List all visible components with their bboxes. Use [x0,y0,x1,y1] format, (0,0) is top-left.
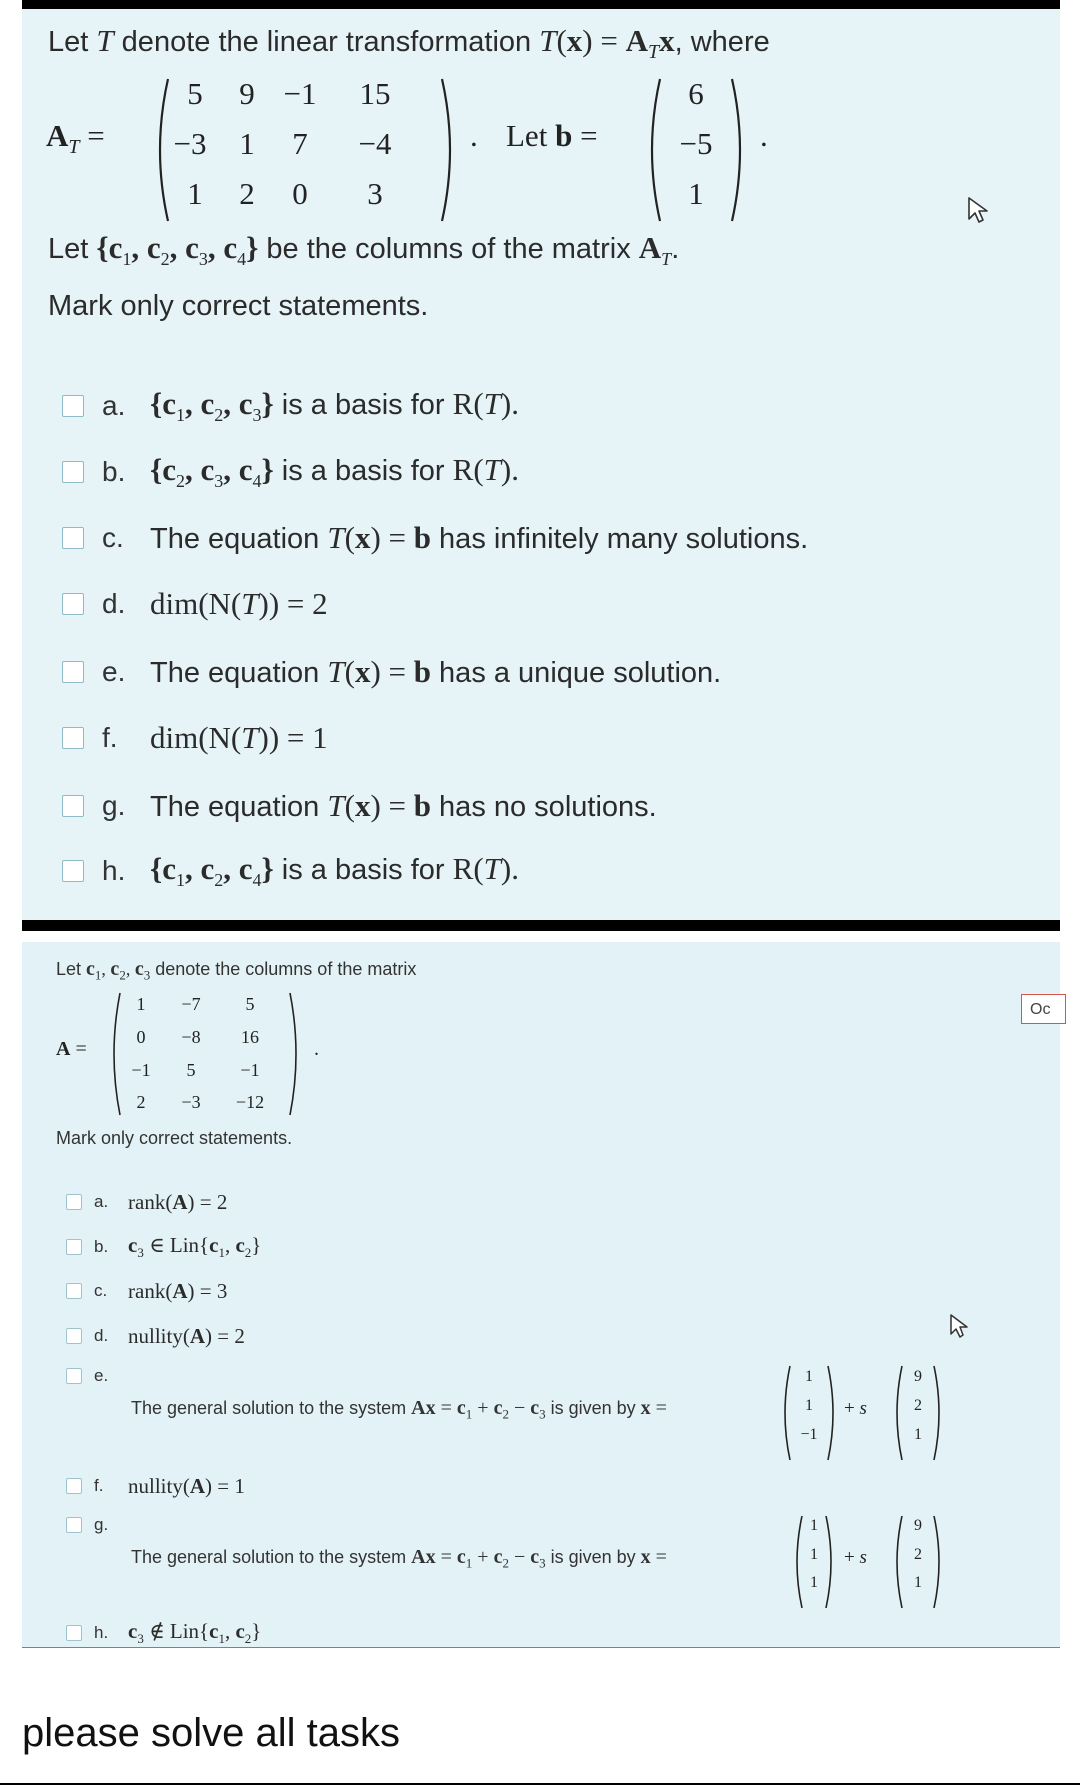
math-sub: 1 [94,967,102,983]
math-sub: 2 [160,248,170,269]
math-sub: 2 [502,1555,509,1571]
vector-cell: 1 [805,1397,813,1414]
matrix-cell: 2 [239,176,255,211]
math: ). [500,851,519,887]
math: {c [150,386,176,422]
option-text [128,1474,245,1499]
math-sub: 3 [198,248,208,269]
math-sub: 2 [175,470,185,491]
option-letter: g. [94,1515,109,1534]
matrix-cell: 2 [136,1092,146,1112]
matrix-cell: 5 [245,994,255,1014]
math: )) = 2 [258,586,328,621]
q1-option-c[interactable] [62,518,808,558]
math: } [261,851,274,887]
q1-option-h[interactable] [62,851,519,891]
text: The general solution to the system [131,1547,412,1567]
matrix-cell: −12 [235,1092,265,1112]
math: dim(N( [150,720,242,755]
vector-cell: 1 [914,1574,922,1591]
matrix-cell: −7 [181,994,201,1014]
option-letter: c. [94,1281,108,1300]
math-c: c [530,1397,540,1419]
math: , c [184,851,215,887]
q2-option-c[interactable] [66,1277,227,1305]
math: )) = 1 [258,720,328,755]
q1-option-b[interactable] [62,452,519,492]
text: denote the columns of the matrix [150,959,417,979]
checkbox[interactable] [62,395,84,417]
math-c: c [456,1397,466,1419]
option-letter: g. [102,790,126,821]
vector-cell: 1 [805,1368,813,1385]
q2-option-f[interactable] [66,1472,245,1500]
math-text: Let [506,118,556,153]
option-text [128,1279,227,1304]
question-1-panel [22,9,1060,920]
checkbox[interactable] [62,593,84,615]
matrix-cell: 9 [239,76,255,111]
q2-option-b[interactable] [66,1233,261,1261]
math-sub: 2 [214,404,224,425]
vector-cell: 6 [688,76,704,111]
option-text [150,520,808,556]
math: } [251,1618,262,1643]
q2-option-e-text [131,1397,667,1423]
q2-intro-text [56,958,416,984]
math: } [261,386,274,422]
section-divider [22,920,1060,931]
math-x: x [354,654,371,689]
q1-instruction: Mark only correct statements. [48,290,429,322]
math: = [650,1546,667,1568]
vector-cell: −1 [800,1426,818,1443]
math: {c [150,851,176,887]
option-text [150,452,519,492]
q1-intro-text [48,23,770,64]
option-letter: h. [102,855,126,886]
math: rank( [128,1278,173,1303]
math: {c [96,230,123,265]
option-text [150,720,328,756]
text: Let [48,26,97,58]
math-sub: 3 [214,470,224,491]
matrix-cell: −1 [131,1060,151,1080]
vector-cell: 1 [810,1546,818,1563]
matrix-cell: 0 [136,1027,146,1047]
footer-request-text: please solve all tasks [22,1711,400,1755]
math: , [224,1618,236,1643]
math: + [844,1547,860,1568]
math-c: c [493,1546,503,1568]
text: . [671,233,680,265]
math-b: b [555,118,573,153]
checkbox[interactable] [66,1478,82,1494]
option-letter: a. [94,1192,109,1211]
q2-option-a[interactable] [66,1188,227,1216]
top-border-bar [22,0,1060,9]
math-c: c [110,958,120,980]
math-A: A [56,1038,71,1060]
math-sub: 3 [143,967,151,983]
text: be the columns of the matrix [258,233,639,265]
math-sub: 4 [252,869,262,890]
math-Ax: Ax [411,1546,436,1568]
option-letter: d. [102,588,126,619]
math: = [650,1397,667,1419]
math-x: x [640,1397,651,1419]
math: − [508,1546,531,1568]
math: + [844,1398,860,1419]
math: ) = 1 [205,1473,245,1498]
math-sub: 1 [218,1631,225,1647]
text: The equation [150,791,328,823]
checkbox[interactable] [62,527,84,549]
q2-option-g[interactable] [66,1511,128,1539]
math-b: b [413,520,431,555]
text: Let [48,233,97,265]
checkbox[interactable] [66,1283,82,1299]
checkbox[interactable] [66,1328,82,1344]
matrix-cell: 5 [187,76,203,111]
vector-cell: 2 [914,1397,922,1414]
option-text [128,1324,245,1349]
checkbox[interactable] [62,661,84,683]
option-text [128,1619,261,1647]
matrix-cell: −3 [173,126,207,161]
math-b: b [413,788,431,823]
math-sub: 2 [214,869,224,890]
checkbox[interactable] [62,795,84,817]
q1-columns-sentence [48,230,679,270]
math: ( [556,23,567,58]
math-sub: 1 [218,1245,225,1261]
math-sub: T [648,40,660,63]
q1-option-g[interactable] [62,786,657,826]
checkbox[interactable] [66,1517,82,1533]
math-sub: 1 [175,869,185,890]
q2-option-d[interactable] [66,1322,245,1350]
math: , c [184,452,215,488]
option-text [128,1233,261,1261]
math-b: b [413,654,431,689]
matrix-cell: 15 [359,76,391,111]
math: R( [452,452,484,488]
math-x: x [640,1546,651,1568]
option-text [150,851,519,891]
q2-option-g-text [131,1546,667,1572]
matrix-cell: −1 [283,76,317,111]
checkbox[interactable] [62,860,84,882]
matrix-cell: 3 [367,176,383,211]
cursor-arrow-icon [948,1312,972,1340]
math-x: x [566,23,583,58]
matrix-cell: −8 [181,1027,201,1047]
option-text [128,1190,227,1215]
q2-option-e[interactable] [66,1362,128,1390]
math-sub: 4 [252,470,262,491]
math-T: T [241,586,259,621]
math-sub: 1 [465,1555,473,1571]
math-sub: 2 [244,1631,252,1647]
vector-cell: 9 [914,1517,922,1534]
math-A: A [189,1473,206,1498]
text: is a basis for [273,389,453,422]
math-sub: 2 [502,1406,509,1422]
q1-matrix-label [46,118,105,159]
math-sub: 2 [119,967,126,983]
checkbox[interactable] [62,461,84,483]
math-sub: 3 [539,1555,546,1571]
text: is a basis for [273,854,453,887]
math: + [472,1546,494,1568]
math: , c [223,386,253,422]
math-x: x [659,23,675,58]
math-T: T [483,452,501,488]
math: R( [452,386,484,422]
text: The equation [150,523,328,555]
option-text [150,788,657,824]
math-A: A [172,1278,188,1303]
matrix-cell: 7 [292,126,308,161]
math-A: A [46,118,69,153]
q1-option-e[interactable] [62,652,721,692]
math: } [261,452,274,488]
text: is a basis for [273,455,453,488]
math-T: T [539,23,557,58]
text: has a unique solution. [431,657,722,689]
math-eq: = [572,118,598,153]
math-c: c [456,1546,466,1568]
math-sub: 4 [237,248,247,269]
math-s: s [859,1398,867,1419]
question-2-panel [22,942,1060,1648]
math-sub: 3 [137,1631,144,1647]
option-letter: b. [94,1237,109,1256]
math: , c [169,230,199,265]
math-c: c [209,1618,219,1643]
text: is given by [545,1398,641,1418]
math: , [224,1232,236,1257]
option-letter: e. [94,1366,109,1385]
cursor-arrow-icon [966,195,992,225]
math-sub: 2 [244,1245,252,1261]
math: , [101,959,111,979]
math-T: T [241,720,259,755]
q2-option-h[interactable] [66,1619,261,1647]
math: , c [223,851,253,887]
matrix-cell: 5 [186,1060,196,1080]
math-T: T [327,654,345,689]
vector-cell: 9 [914,1368,922,1385]
math: , [125,959,135,979]
math-c: c [209,1232,219,1257]
math-sub: 3 [137,1245,144,1261]
math-c: c [235,1232,245,1257]
text: The general solution to the system [131,1398,412,1418]
math-c: c [134,958,144,980]
q1-option-d[interactable] [62,584,328,624]
q2-instruction: Mark only correct statements. [56,1128,293,1148]
math: ) = 2 [205,1323,245,1348]
bottom-border-line [0,1783,1080,1785]
checkbox[interactable] [66,1368,82,1384]
option-letter: b. [102,456,126,487]
math: ∉ Lin{ [143,1618,210,1643]
text: denote the linear transformation [113,26,540,58]
vector-cell: −5 [679,126,713,161]
option-letter: a. [102,390,126,421]
option-letter: e. [102,656,126,687]
math: = [435,1397,457,1419]
math: ( [344,520,355,555]
matrix-cell: −3 [181,1092,201,1112]
math: nullity( [128,1473,190,1498]
option-letter: d. [94,1326,109,1345]
matrix-cell: 1 [187,176,203,211]
matrix-cell: 0 [292,176,308,211]
matrix-cell: −4 [358,126,392,161]
vector-cell: 2 [914,1546,922,1563]
math: ∈ Lin{ [143,1232,210,1257]
checkbox[interactable] [66,1625,82,1641]
q2-option-e-plus-s [844,1398,867,1420]
math: ). [500,386,519,422]
math-c: c [530,1546,540,1568]
option-letter: c. [102,522,124,553]
math-T: T [483,851,501,887]
math-c: c [128,1618,138,1643]
q1-let-b [506,118,598,154]
matrix-cell: −1 [240,1060,260,1080]
math-T: T [96,23,114,58]
math: rank( [128,1189,173,1214]
math: ) = [370,654,414,689]
math: ( [344,654,355,689]
math-x: x [354,788,371,823]
math: − [508,1397,531,1419]
math-A: A [638,230,662,265]
math-c: c [128,1232,138,1257]
math: ) = [370,520,414,555]
math: ). [500,452,519,488]
math-sub: 1 [175,404,185,425]
math-c: c [86,958,95,980]
checkbox[interactable] [62,727,84,749]
math: , c [131,230,161,265]
math: , c [207,230,238,265]
period: . [470,118,478,153]
option-text [150,386,519,426]
math: dim(N( [150,586,242,621]
text: has no solutions. [431,791,657,823]
q2-option-g-plus-s [844,1547,867,1569]
math-sub: T [68,136,80,159]
math: = [435,1546,457,1568]
math: ) = 2 [187,1189,228,1214]
math: ) = [582,23,626,58]
math-T: T [327,520,345,555]
matrix-cell: 16 [241,1027,259,1047]
vector-cell: 1 [914,1426,922,1443]
math: , c [223,452,253,488]
option-text [150,586,328,622]
math-Ax: Ax [411,1397,436,1419]
math: R( [452,851,484,887]
matrix-cell: 1 [239,126,255,161]
period: . [760,118,768,153]
text: is given by [545,1547,641,1567]
math-c: c [493,1397,503,1419]
matrix-cell: 1 [136,994,146,1014]
side-badge[interactable]: Oc [1021,994,1066,1024]
math: nullity( [128,1323,190,1348]
math: ) = [370,788,414,823]
text: Let [56,959,87,979]
math-s: s [859,1547,867,1568]
math: } [246,230,259,265]
q1-option-f[interactable] [62,718,328,758]
math-A: A [625,23,648,58]
math-A: A [172,1189,188,1214]
math: , c [184,386,215,422]
text: The equation [150,657,328,689]
math-eq: = [70,1038,87,1060]
option-text [150,654,721,690]
option-letter: f. [102,722,118,753]
math: ) = 3 [187,1278,228,1303]
math-sub: 1 [465,1406,473,1422]
math-x: x [354,520,371,555]
checkbox[interactable] [66,1239,82,1255]
option-letter: f. [94,1476,104,1495]
math: ( [344,788,355,823]
math-sub: 3 [252,404,262,425]
checkbox[interactable] [66,1194,82,1210]
vector-cell: 1 [810,1574,818,1591]
math-sub: 3 [539,1406,546,1422]
math-c: c [235,1618,245,1643]
math-T: T [483,386,501,422]
math-sub: 1 [122,248,132,269]
text: has infinitely many solutions. [431,523,809,555]
option-letter: h. [94,1623,109,1642]
vector-cell: 1 [810,1517,818,1534]
q1-option-a[interactable] [62,386,519,426]
math-sub: T [661,248,672,269]
math-A: A [189,1323,206,1348]
math-T: T [327,788,345,823]
text: , where [674,26,770,58]
math: + [472,1397,494,1419]
math: {c [150,452,176,488]
math: } [251,1232,262,1257]
math-eq: = [79,118,105,153]
q2-matrix-label [56,1038,87,1061]
period: . [314,1038,319,1060]
vector-cell: 1 [688,176,704,211]
